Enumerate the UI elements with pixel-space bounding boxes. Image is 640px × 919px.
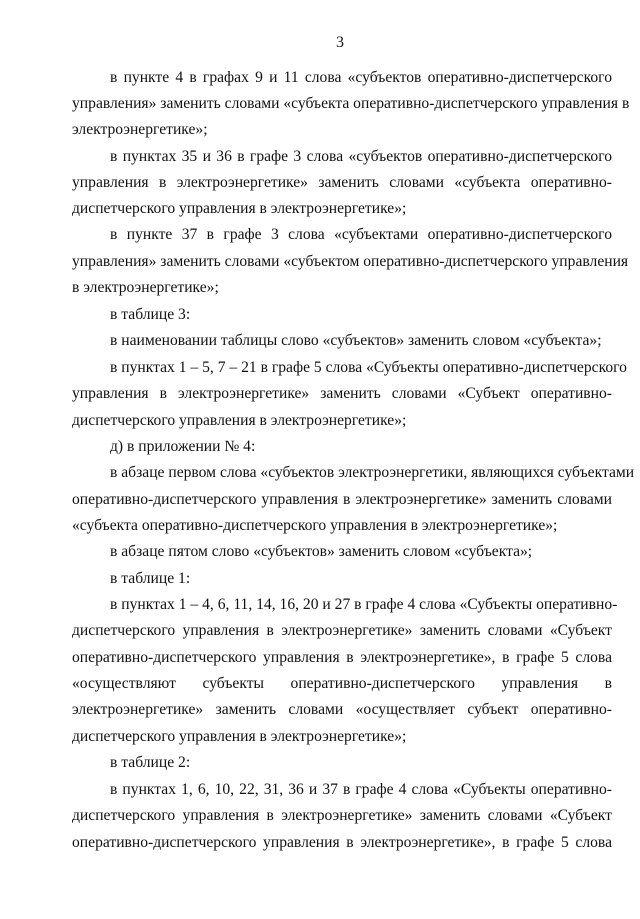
- text-line: в таблице 1:: [110, 570, 191, 587]
- text-line: в пункте 4 в графах 9 и 11 слова «субъектов оперативно-диспетчерского: [110, 69, 612, 86]
- text-line: управления» заменить словами «субъекта оперативно-диспетчерского управления в: [72, 95, 630, 112]
- text-line: в пункте 37 в графе 3 слова «субъектами оперативно-диспетчерского: [110, 226, 612, 243]
- text-line: в пунктах 1 – 5, 7 – 21 в графе 5 слова «Субъекты оперативно-диспетчерского: [110, 359, 627, 376]
- text-line: в таблице 3:: [110, 306, 191, 323]
- text-line: оперативно-диспетчерского управления в электроэнергетике», в графе 5 слова: [72, 834, 612, 851]
- text-line: в абзаце первом слова «субъектов электроэнергетики, являющихся субъектами: [110, 464, 635, 481]
- text-line: в пунктах 1 – 4, 6, 11, 14, 16, 20 и 27 в графе 4 слова «Субъекты оперативно-: [110, 596, 618, 613]
- page-number: 3: [336, 34, 344, 51]
- text-line: диспетчерского управления в электроэнергетике»;: [72, 728, 407, 745]
- text-line: диспетчерского управления в электроэнергетике»;: [72, 412, 407, 429]
- text-line: «осуществляют субъекты оперативно-диспетчерского управления в: [72, 675, 612, 692]
- text-line: в пунктах 1, 6, 10, 22, 31, 36 и 37 в графе 4 слова «Субъекты оперативно-: [110, 781, 612, 798]
- text-line: диспетчерского управления в электроэнергетике» заменить словами «Субъект: [72, 622, 612, 639]
- text-line: управления в электроэнергетике» заменить словами «субъекта оперативно-: [72, 174, 612, 191]
- text-line: электроэнергетике» заменить словами «осуществляет субъект оперативно-: [72, 701, 612, 718]
- text-line: в электроэнергетике»;: [72, 279, 219, 296]
- text-line: диспетчерского управления в электроэнергетике» заменить словами «Субъект: [72, 807, 612, 824]
- text-line: управления в электроэнергетике» заменить словами «Субъект оперативно-: [72, 385, 612, 402]
- text-line: д) в приложении № 4:: [110, 438, 256, 455]
- text-line: в таблице 2:: [110, 754, 191, 771]
- text-line: оперативно-диспетчерского управления в электроэнергетике» заменить словами: [72, 491, 612, 508]
- text-line: электроэнергетике»;: [72, 121, 208, 138]
- text-line: в абзаце пятом слово «субъектов» заменить словом «субъекта»;: [110, 543, 533, 560]
- text-line: «субъекта оперативно-диспетчерского управления в электроэнергетике»;: [72, 517, 558, 534]
- text-line: управления» заменить словами «субъектом оперативно-диспетчерского управления: [72, 253, 629, 270]
- text-line: в пунктах 35 и 36 в графе 3 слова «субъектов оперативно-диспетчерского: [110, 148, 612, 165]
- text-line: в наименовании таблицы слово «субъектов» заменить словом «субъекта»;: [110, 332, 602, 349]
- text-line: оперативно-диспетчерского управления в электроэнергетике», в графе 5 слова: [72, 649, 612, 666]
- text-line: диспетчерского управления в электроэнергетике»;: [72, 200, 407, 217]
